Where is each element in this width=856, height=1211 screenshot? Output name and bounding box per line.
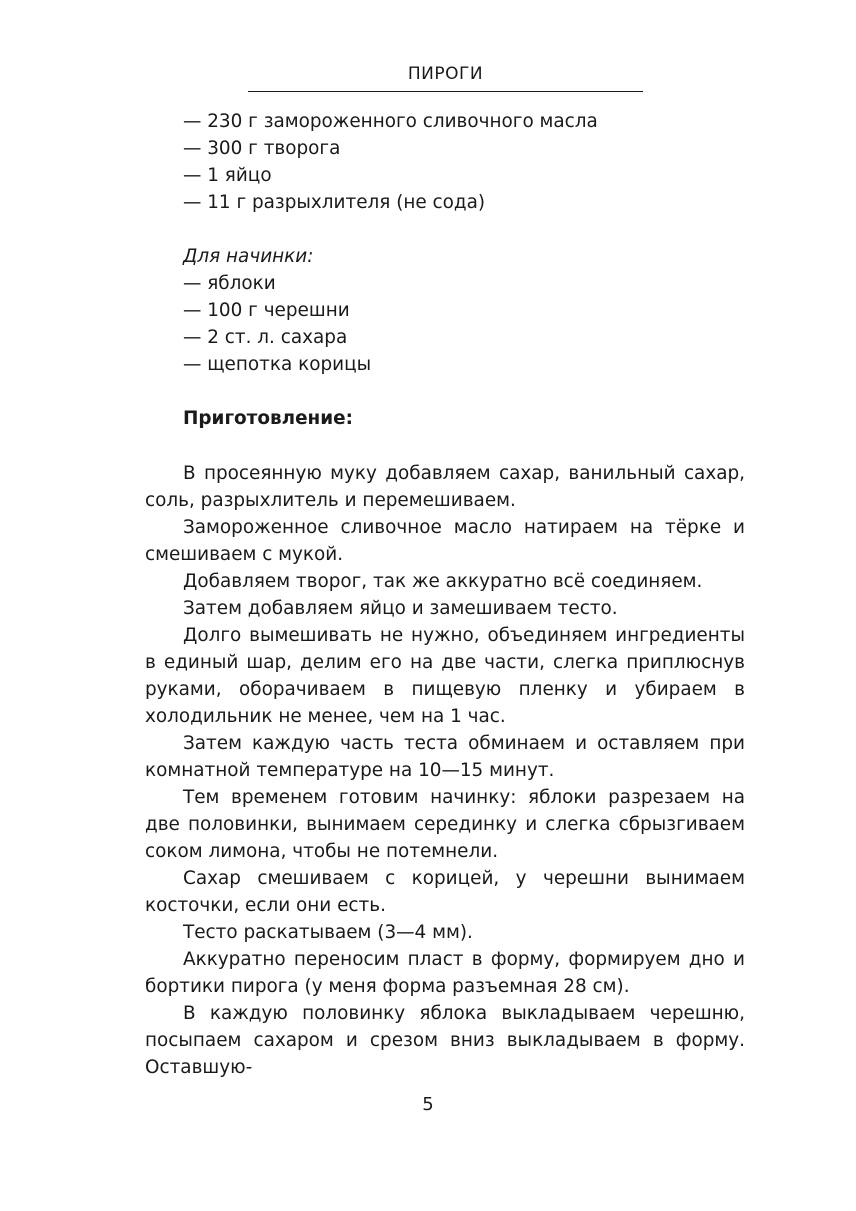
filling-item: — 2 ст. л. сахара [183,327,348,348]
page-number: 5 [422,1094,434,1115]
preparation-text [145,460,745,1081]
ingredient-item: — 11 г разрыхлителя (не сода) [183,192,486,213]
paragraph: В просеянную муку добавляем сахар, ванильный сахар, соль, разрыхлитель и перемешиваем. [145,463,745,511]
paragraph: Тем временем готовим начинку: яблоки разрезаем на две половинки, вынимаем серединку и слегка сбрызгиваем соком лимона, чтобы не потемнели. [145,787,745,862]
ingredients-block [183,108,745,432]
ingredients-list [183,108,745,216]
ingredient-item: — 1 яйцо [183,165,272,186]
filling-item: — яблоки [183,273,276,294]
paragraph: Замороженное сливочное масло натираем на тёрке и смешиваем с мукой. [145,517,745,565]
paragraph: Сахар смешиваем с корицей, у черешни вынимаем косточки, если они есть. [145,868,745,916]
filling-subheading: Для начинки: [183,246,314,267]
header-rule [248,91,643,92]
paragraph: Добавляем творог, так же аккуратно всё соединяем. [183,571,703,592]
paragraph: Аккуратно переносим пласт в форму, формируем дно и бортики пирога (у меня форма разъемная 28 см). [145,949,745,997]
ingredient-item: — 300 г творога [183,138,341,159]
filling-item: — 100 г черешни [183,300,350,321]
paragraph: В каждую половинку яблока выкладываем черешню, посыпаем сахаром и срезом вниз выкладываем в форму. Оставшую- [145,1003,745,1078]
paragraph: Долго вымешивать не нужно, объединяем ингредиенты в единый шар, делим его на две части, слегка приплюснув руками, оборачиваем в пищевую пленку и убираем в холодильник не менее, чем на 1 час. [145,625,745,727]
running-head: ПИРОГИ [407,64,484,84]
paragraph: Затем добавляем яйцо и замешиваем тесто. [183,598,618,619]
preparation-heading: Приготовление: [183,408,353,429]
paragraph: Тесто раскатываем (3—4 мм). [183,922,473,943]
ingredient-item: — 230 г замороженного сливочного масла [183,111,598,132]
filling-item: — щепотка корицы [183,354,372,375]
filling-list [183,270,745,378]
paragraph: Затем каждую часть теста обминаем и оставляем при комнатной температуре на 10—15 минут. [145,733,745,781]
